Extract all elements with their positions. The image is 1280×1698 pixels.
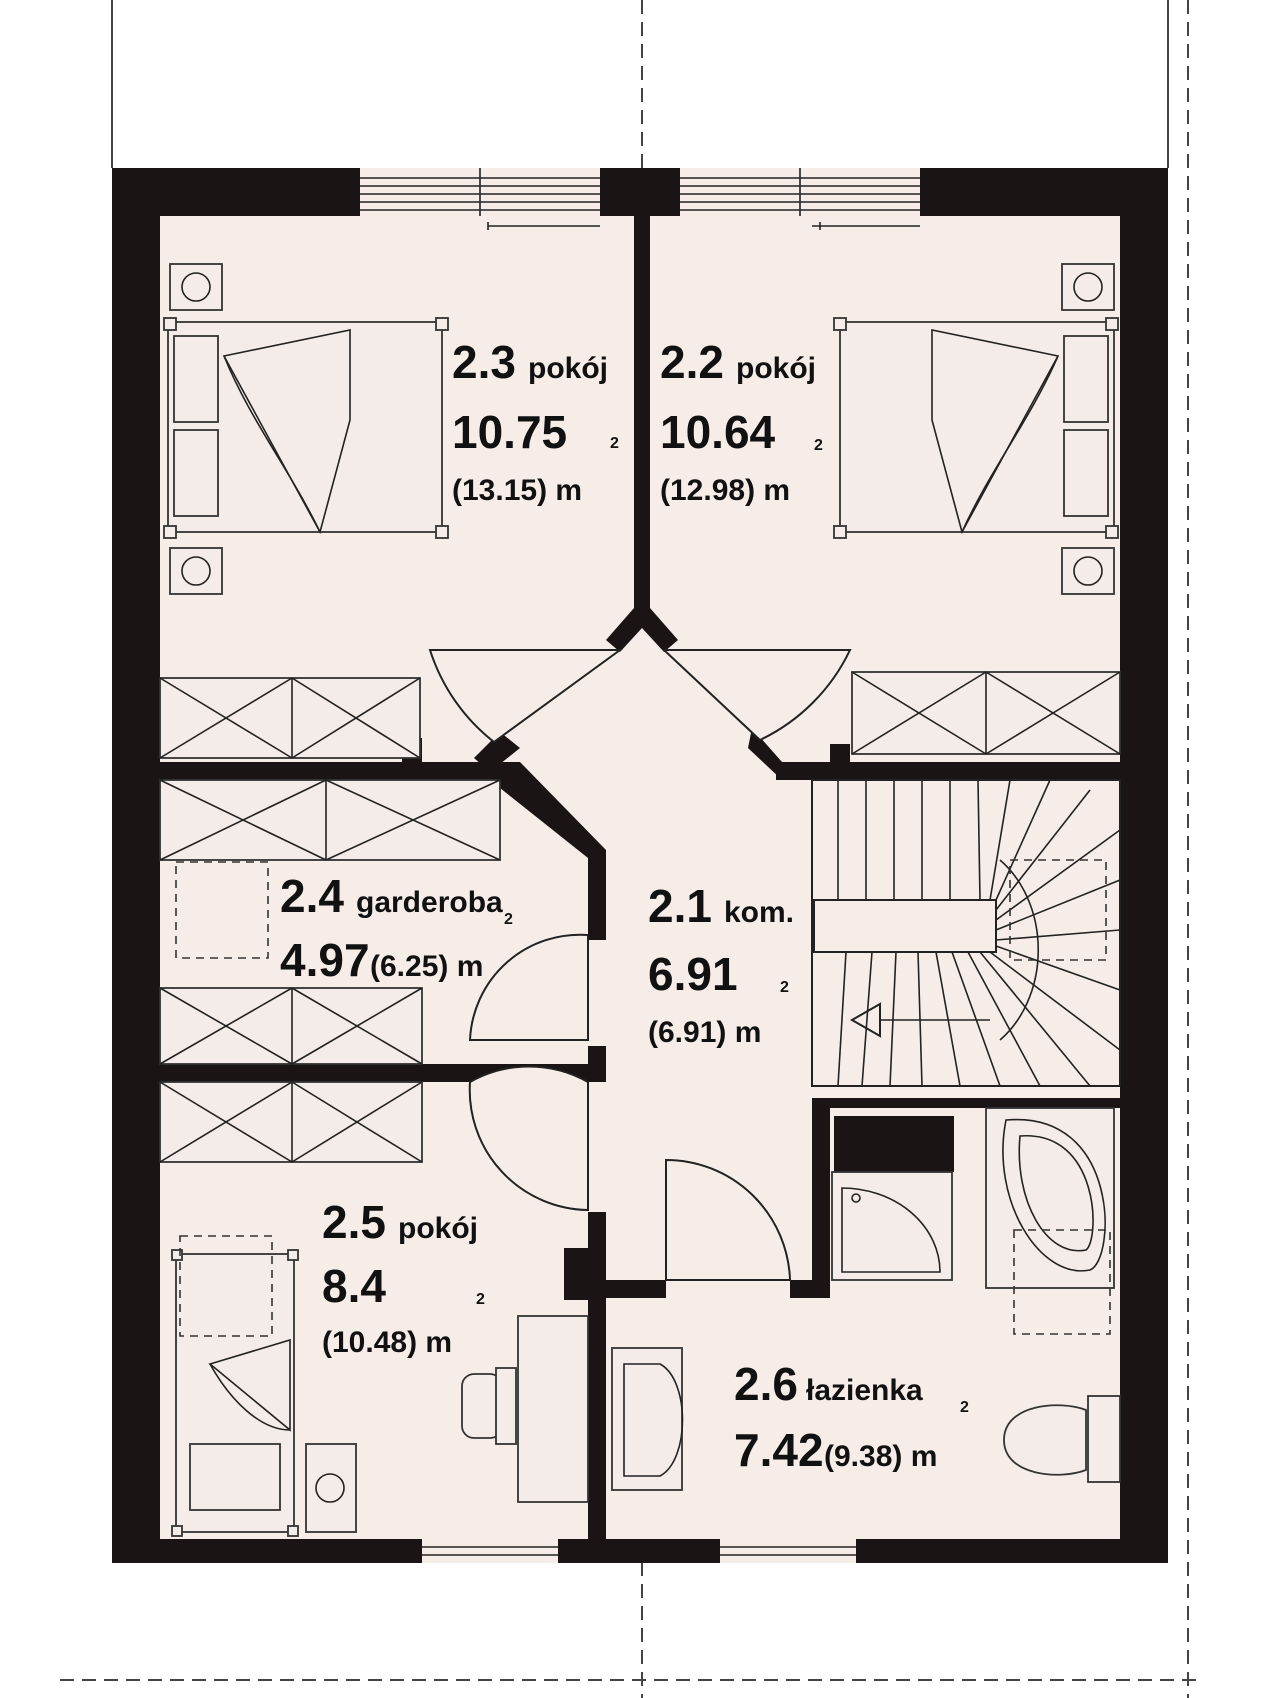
room-name: pokój bbox=[736, 352, 816, 385]
area-unit-sup: 2 bbox=[504, 911, 513, 928]
room-area: 10.75 bbox=[452, 406, 568, 458]
area-unit-sup: 2 bbox=[960, 1399, 969, 1416]
room-id: 2.4 bbox=[280, 870, 344, 922]
room-name: kom. bbox=[724, 896, 795, 929]
area-unit-sup: 2 bbox=[610, 435, 619, 452]
room-id: 2.2 bbox=[660, 336, 724, 388]
area-unit-sup: 2 bbox=[476, 1291, 485, 1308]
room-area: 6.91 bbox=[648, 948, 738, 1000]
room-id: 2.6 bbox=[734, 1358, 798, 1410]
staircase bbox=[812, 780, 1120, 1086]
room-id: 2.3 bbox=[452, 336, 516, 388]
room-name: łazienka bbox=[806, 1374, 923, 1407]
room-gross-area: (6.91) m bbox=[648, 1016, 762, 1049]
room-name: pokój bbox=[398, 1212, 478, 1245]
room-gross-area: (10.48) m bbox=[322, 1326, 453, 1359]
room-area: 7.42 bbox=[734, 1424, 824, 1476]
room-name: pokój bbox=[528, 352, 608, 385]
area-unit-sup: 2 bbox=[780, 979, 789, 996]
room-area: 4.97 bbox=[280, 934, 370, 986]
window-bottom-left bbox=[422, 1539, 558, 1563]
room-id: 2.5 bbox=[322, 1196, 386, 1248]
room-gross-area: (9.38) m bbox=[824, 1440, 938, 1473]
room-gross-area: (12.98) m bbox=[660, 474, 791, 507]
window-bottom-right bbox=[720, 1539, 856, 1563]
room-area: 10.64 bbox=[660, 406, 776, 458]
room-gross-area: (13.15) m bbox=[452, 474, 583, 507]
room-gross-area: (6.25) m bbox=[370, 950, 484, 983]
room-area: 8.4 bbox=[322, 1260, 386, 1312]
room-name: garderoba bbox=[356, 886, 503, 919]
area-unit-sup: 2 bbox=[814, 437, 823, 454]
room-id: 2.1 bbox=[648, 880, 712, 932]
